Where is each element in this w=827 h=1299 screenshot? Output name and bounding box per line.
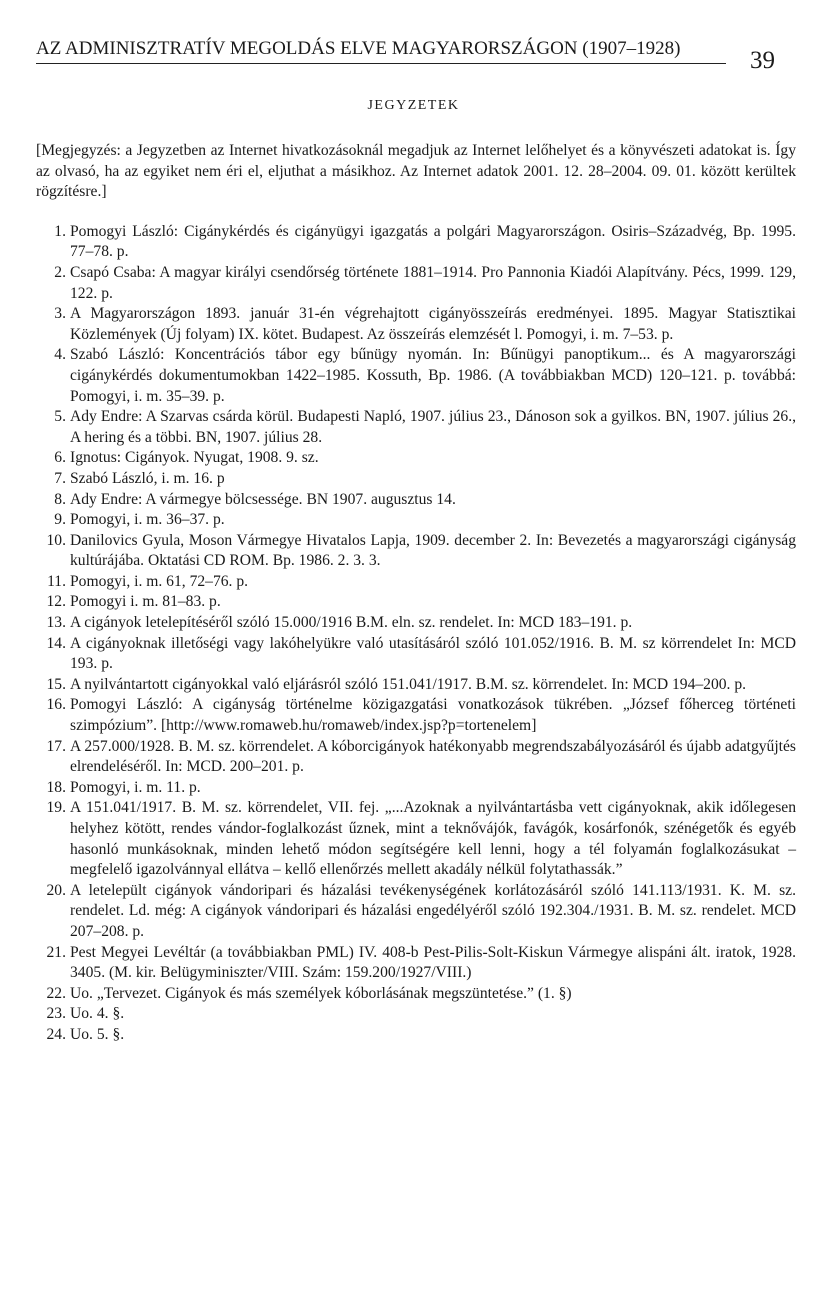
page-number: 39 xyxy=(750,47,775,74)
footnote-text: A 151.041/1917. B. M. sz. körrendelet, VII. fej. „...Azoknak a nyilvántartásba vett cigányoknak, akik időlegesen helyhez kötött, rendes vándor-foglalkozást űznek, mint a teknővájók, favágók, kosárfonók, szénégetők és egyéb hasonló munkásoknak, minden lehető módon segítségére kell lenni, hogy a tél folyamán foglalkozásukat – megfelelő igazolvánnyal ellátva – kellő ellenőrzés mellett akadály nélkül folytathassák.” xyxy=(70,799,796,879)
footnote-item xyxy=(36,531,796,572)
footnote-text: Ignotus: Cigányok. Nyugat, 1908. 9. sz. xyxy=(70,449,319,467)
footnote-number: 11. xyxy=(47,572,66,590)
footnote-number: 5. xyxy=(54,408,66,426)
footnote-item xyxy=(36,984,796,1005)
footnote-item xyxy=(36,675,796,696)
footnote-number: 19. xyxy=(46,799,66,817)
footnote-text: Ady Endre: A vármegye bölcsessége. BN 1907. augusztus 14. xyxy=(70,490,456,508)
running-header: AZ ADMINISZTRATÍV MEGOLDÁS ELVE MAGYARORSZÁGON (1907–1928) xyxy=(36,38,726,64)
footnote-item xyxy=(36,407,796,448)
editorial-note: [Megjegyzés: a Jegyzetben az Internet hivatkozásoknál megadjuk az Internet lelőhelyet és a könyvészeti adatokat is. Így az olvasó, ha az egyiket nem éri el, eljuthat a másikhoz. Az Internet adatok 2001. 12. 28–2004. 09. 01. között kerültek rögzítésre.] xyxy=(36,142,796,201)
footnote-item xyxy=(36,490,796,511)
footnote-number: 21. xyxy=(46,943,66,961)
footnote-number: 3. xyxy=(54,305,66,323)
footnote-item xyxy=(36,222,796,263)
footnote-number: 12. xyxy=(46,593,66,611)
footnote-item xyxy=(36,510,796,531)
footnote-number: 20. xyxy=(46,881,66,899)
footnote-item xyxy=(36,448,796,469)
footnote-number: 2. xyxy=(54,263,66,281)
footnote-item xyxy=(36,572,796,593)
footnote-list xyxy=(36,222,796,1046)
footnote-number: 13. xyxy=(46,614,66,632)
footnote-text: A Magyarországon 1893. január 31-én végrehajtott cigányösszeírás eredményei. 1895. Magyar Statisztikai Közlemények (Új folyam) IX. kötet. Budapest. Az összeírás elemzését l. Pomogyi, i. m. 7–53. p. xyxy=(70,305,796,343)
footnote-text: Szabó László, i. m. 16. p xyxy=(70,469,225,487)
footnote-text: Danilovics Gyula, Moson Vármegye Hivatalos Lapja, 1909. december 2. In: Bevezetés a magyarországi cigányság kultúrájába. Oktatási CD ROM. Bp. 1986. 2. 3. 3. xyxy=(70,531,796,570)
footnote-text: A nyilvántartott cigányokkal való eljárásról szóló 151.041/1917. B.M. sz. körrendelet. In: MCD 194–200. p. xyxy=(70,675,747,693)
footnote-item xyxy=(36,737,796,778)
footnote-text: Szabó László: Koncentrációs tábor egy bűnügy nyomán. In: Bűnügyi panoptikum... és A magyarországi cigánykérdés dokumentumokban 1422–1985. Kossuth, Bp. 1986. (A továbbiakban MCD) 120–121. p. továbbá: Pomogyi, i. m. 35–39. p. xyxy=(70,346,796,405)
footnote-text: Pomogyi, i. m. 36–37. p. xyxy=(70,511,225,529)
footnote-text: Pomogyi, i. m. 11. p. xyxy=(70,778,201,796)
footnote-item xyxy=(36,778,796,799)
footnote-item xyxy=(36,304,796,345)
footnote-text: Uo. „Tervezet. Cigányok és más személyek kóborlásának megszüntetése.” (1. §) xyxy=(70,984,572,1002)
footnote-number: 24. xyxy=(46,1025,66,1043)
footnote-number: 4. xyxy=(54,346,66,364)
footnote-number: 22. xyxy=(46,984,66,1002)
footnote-text: Ady Endre: A Szarvas csárda körül. Budapesti Napló, 1907. július 23., Dánoson sok a gyilkos. BN, 1907. július 26., A hering és a többi. BN, 1907. július 28. xyxy=(70,408,796,446)
footnote-item xyxy=(36,695,796,736)
footnote-number: 16. xyxy=(46,696,66,714)
footnote-text: Pest Megyei Levéltár (a továbbiakban PML) IV. 408-b Pest-Pilis-Solt-Kiskun Vármegye alispáni ált. iratok, 1928. 3405. (M. kir. Belügyminiszter/VIII. Szám: 159.200/1927/VIII.) xyxy=(70,943,796,982)
footnote-number: 23. xyxy=(46,1005,66,1023)
footnote-item xyxy=(36,1004,796,1025)
footnote-number: 7. xyxy=(54,469,66,487)
footnote-text: Uo. 4. §. xyxy=(70,1005,125,1023)
footnote-text: A cigányoknak illetőségi vagy lakóhelyükre való utasításáról szóló 101.052/1916. B. M. sz körrendelet In: MCD 193. p. xyxy=(70,634,796,673)
footnote-item xyxy=(36,613,796,634)
footnote-number: 18. xyxy=(46,778,66,796)
footnote-number: 17. xyxy=(46,737,66,755)
footnote-item xyxy=(36,634,796,675)
footnote-number: 1. xyxy=(54,222,66,240)
footnote-text: Pomogyi, i. m. 61, 72–76. p. xyxy=(70,572,249,590)
footnote-item xyxy=(36,1025,796,1046)
footnote-text: A letelepült cigányok vándoripari és házalási tevékenységének korlátozásáról szóló 141.113/1931. K. M. sz. rendelet. Ld. még: A cigányok vándoripari és házalási engedélyéről szóló 192.304./1931. B. M. sz. rendelet. MCD 207–208. p. xyxy=(70,881,796,940)
section-title: JEGYZETEK xyxy=(367,98,460,113)
footnote-item xyxy=(36,469,796,490)
footnote-text: Pomogyi László: Cigánykérdés és cigányügyi igazgatás a polgári Magyarországon. Osiris–Századvég, Bp. 1995. 77–78. p. xyxy=(70,222,796,261)
footnote-text: Csapó Csaba: A magyar királyi csendőrség története 1881–1914. Pro Pannonia Kiadói Alapítvány. Pécs, 1999. 129, 122. p. xyxy=(70,263,796,302)
footnote-text: A 257.000/1928. B. M. sz. körrendelet. A kóborcigányok hatékonyabb megrendszabályozásáról és újabb adatgyűjtés elrendeléséről. In: MCD. 200–201. p. xyxy=(70,737,796,776)
footnote-item xyxy=(36,592,796,613)
footnote-text: A cigányok letelepítéséről szóló 15.000/1916 B.M. eln. sz. rendelet. In: MCD 183–191. p. xyxy=(70,614,633,632)
footnote-number: 10. xyxy=(46,531,66,549)
footnote-item xyxy=(36,798,796,880)
footnote-text: Pomogyi i. m. 81–83. p. xyxy=(70,593,221,611)
footnote-number: 15. xyxy=(46,675,66,693)
footnote-item xyxy=(36,943,796,984)
footnote-number: 14. xyxy=(46,634,66,652)
footnote-text: Pomogyi László: A cigányság történelme közigazgatási vonatkozások tükrében. „József főherceg történeti szimpózium”. [http://www.romaweb.hu/romaweb/index.jsp?p=tortenelem] xyxy=(70,696,796,735)
footnote-item xyxy=(36,345,796,407)
footnote-item xyxy=(36,881,796,943)
notes-body xyxy=(36,141,796,1046)
footnote-number: 6. xyxy=(54,449,66,467)
footnote-text: Uo. 5. §. xyxy=(70,1025,125,1043)
footnote-item xyxy=(36,263,796,304)
footnote-number: 9. xyxy=(54,511,66,529)
footnote-number: 8. xyxy=(54,490,66,508)
